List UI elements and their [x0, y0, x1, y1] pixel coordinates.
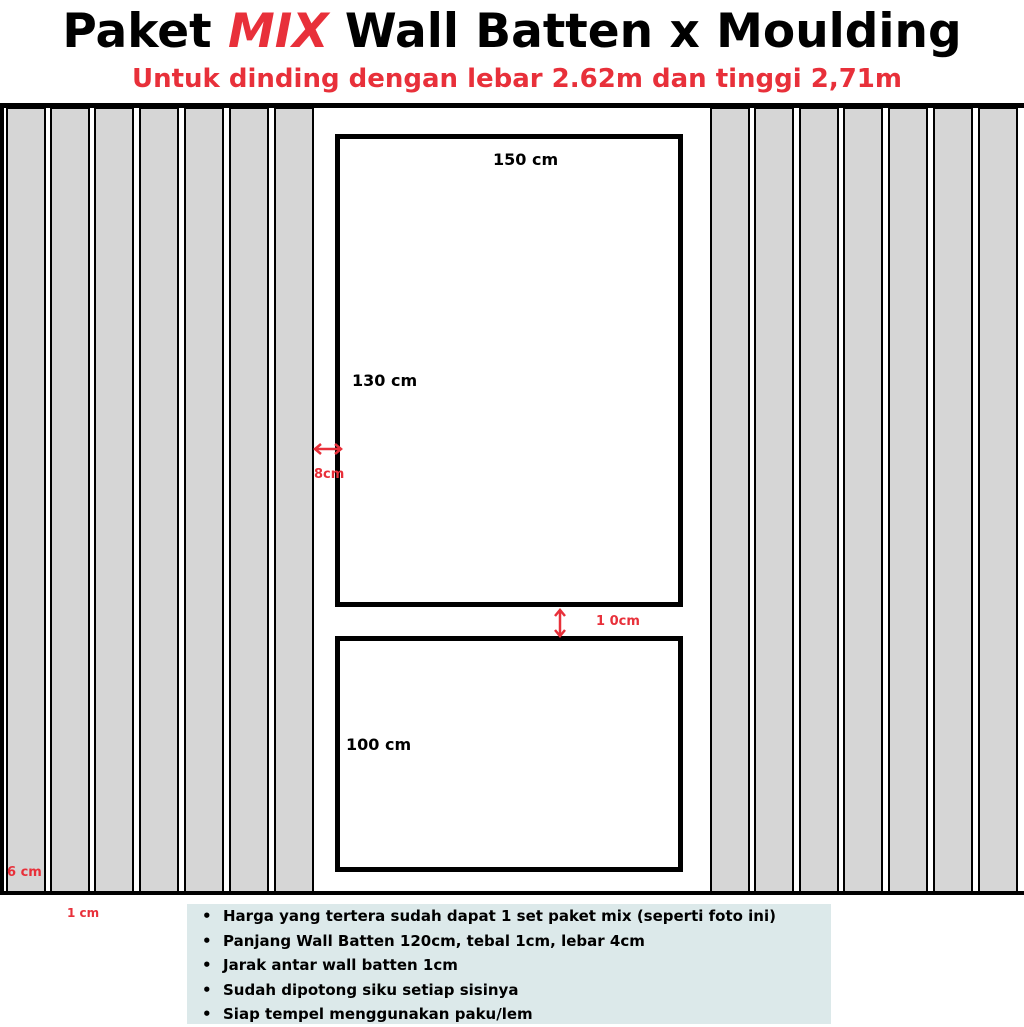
wall-batten	[6, 107, 46, 893]
wall-batten	[229, 107, 269, 893]
wall-batten	[274, 107, 314, 893]
page-title	[0, 4, 1024, 59]
note-item: • Panjang Wall Batten 120cm, tebal 1cm, lebar 4cm	[223, 929, 831, 954]
title-mix: MIX	[227, 4, 329, 59]
wall-batten	[50, 107, 90, 893]
wall-batten	[933, 107, 973, 893]
bottom-frame-height-label: 100 cm	[346, 735, 412, 754]
wall-batten	[139, 107, 179, 893]
frame-offset-arrow-icon	[312, 440, 344, 458]
frame-gap-label: 1 0cm	[596, 614, 640, 629]
wall-batten	[94, 107, 134, 893]
batten-edge-label: 6 cm	[7, 865, 42, 880]
note-item: • Harga yang tertera sudah dapat 1 set paket mix (seperti foto ini)	[223, 904, 831, 929]
wall-batten	[799, 107, 839, 893]
frame-offset-label: 8cm	[314, 467, 345, 482]
batten-gap-label: 1 cm	[67, 906, 100, 920]
wall-batten	[888, 107, 928, 893]
title-suffix: Wall Batten x Moulding	[328, 4, 962, 59]
wall-batten	[184, 107, 224, 893]
wall-batten	[843, 107, 883, 893]
note-item: • Jarak antar wall batten 1cm	[223, 953, 831, 978]
page-subtitle: Untuk dinding dengan lebar 2.62m dan tinggi 2,71m	[132, 64, 902, 94]
top-frame-width-label: 150 cm	[493, 150, 559, 169]
title-prefix: Paket	[62, 4, 228, 59]
moulding-frame-bottom	[335, 636, 683, 872]
wall-batten	[978, 107, 1018, 893]
product-notes	[187, 904, 831, 1024]
top-frame-height-label: 130 cm	[352, 371, 418, 390]
wall-batten	[754, 107, 794, 893]
note-item: • Siap tempel menggunakan paku/lem	[223, 1002, 831, 1027]
frame-gap-arrow-icon	[551, 608, 569, 638]
wall-batten	[710, 107, 750, 893]
note-item: • Sudah dipotong siku setiap sisinya	[223, 978, 831, 1003]
